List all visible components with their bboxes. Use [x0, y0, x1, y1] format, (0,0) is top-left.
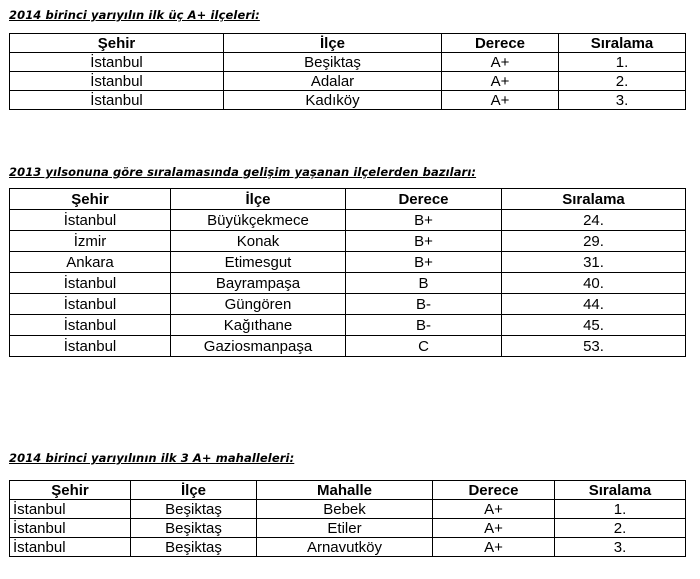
cell-derece: C	[346, 336, 502, 357]
cell-sehir: İstanbul	[10, 273, 171, 294]
section2-header-row	[10, 189, 686, 210]
cell-sehir: İstanbul	[10, 315, 171, 336]
cell-ilce: Beşiktaş	[131, 519, 257, 538]
cell-ilce: Adalar	[224, 72, 442, 91]
section1-heading: 2014 birinci yarıyılın ilk üç A+ ilçeleri:	[9, 8, 260, 22]
table-row	[10, 252, 686, 273]
column-header-derece: Derece	[442, 34, 559, 53]
cell-sehir: İstanbul	[10, 53, 224, 72]
section2-table	[9, 188, 686, 357]
table-row	[10, 91, 686, 110]
column-header-ilce: İlçe	[224, 34, 442, 53]
section3-header-row	[10, 481, 686, 500]
section1-table	[9, 33, 686, 110]
cell-mahalle: Etiler	[257, 519, 433, 538]
cell-sehir: İstanbul	[10, 72, 224, 91]
cell-siralama: 24.	[502, 210, 686, 231]
column-header-siralama: Sıralama	[555, 481, 686, 500]
cell-sehir: İstanbul	[10, 91, 224, 110]
table-row	[10, 315, 686, 336]
cell-derece: A+	[433, 500, 555, 519]
cell-sehir: İstanbul	[10, 519, 131, 538]
table-row	[10, 519, 686, 538]
cell-ilce: Gaziosmanpaşa	[171, 336, 346, 357]
cell-siralama: 3.	[555, 538, 686, 557]
cell-ilce: Güngören	[171, 294, 346, 315]
table-row	[10, 53, 686, 72]
cell-mahalle: Arnavutköy	[257, 538, 433, 557]
cell-derece: B-	[346, 315, 502, 336]
cell-siralama: 31.	[502, 252, 686, 273]
cell-siralama: 2.	[559, 72, 686, 91]
cell-derece: A+	[433, 519, 555, 538]
cell-siralama: 45.	[502, 315, 686, 336]
cell-siralama: 29.	[502, 231, 686, 252]
cell-ilce: Beşiktaş	[131, 500, 257, 519]
cell-siralama: 44.	[502, 294, 686, 315]
cell-siralama: 53.	[502, 336, 686, 357]
column-header-siralama: Sıralama	[502, 189, 686, 210]
column-header-ilce: İlçe	[171, 189, 346, 210]
column-header-ilce: İlçe	[131, 481, 257, 500]
cell-sehir: İstanbul	[10, 500, 131, 519]
cell-sehir: İstanbul	[10, 294, 171, 315]
column-header-derece: Derece	[346, 189, 502, 210]
cell-derece: B+	[346, 210, 502, 231]
cell-ilce: Kağıthane	[171, 315, 346, 336]
table-row	[10, 294, 686, 315]
cell-ilce: Bayrampaşa	[171, 273, 346, 294]
cell-mahalle: Bebek	[257, 500, 433, 519]
cell-ilce: Kadıköy	[224, 91, 442, 110]
cell-siralama: 40.	[502, 273, 686, 294]
cell-sehir: İstanbul	[10, 210, 171, 231]
cell-derece: B+	[346, 231, 502, 252]
cell-derece: A+	[442, 91, 559, 110]
cell-siralama: 1.	[559, 53, 686, 72]
cell-derece: B-	[346, 294, 502, 315]
cell-sehir: İstanbul	[10, 336, 171, 357]
cell-ilce: Beşiktaş	[224, 53, 442, 72]
cell-siralama: 2.	[555, 519, 686, 538]
cell-ilce: Etimesgut	[171, 252, 346, 273]
cell-ilce: Konak	[171, 231, 346, 252]
cell-ilce: Büyükçekmece	[171, 210, 346, 231]
cell-derece: A+	[433, 538, 555, 557]
section2-heading: 2013 yılsonuna göre sıralamasında gelişim yaşanan ilçelerden bazıları:	[9, 165, 477, 179]
column-header-sehir: Şehir	[10, 481, 131, 500]
column-header-derece: Derece	[433, 481, 555, 500]
cell-siralama: 1.	[555, 500, 686, 519]
cell-siralama: 3.	[559, 91, 686, 110]
cell-derece: B+	[346, 252, 502, 273]
column-header-mahalle: Mahalle	[257, 481, 433, 500]
cell-derece: A+	[442, 72, 559, 91]
column-header-siralama: Sıralama	[559, 34, 686, 53]
section1-header-row	[10, 34, 686, 53]
cell-derece: A+	[442, 53, 559, 72]
column-header-sehir: Şehir	[10, 189, 171, 210]
section3-heading: 2014 birinci yarıyılının ilk 3 A+ mahalleleri:	[9, 451, 295, 465]
table-row	[10, 72, 686, 91]
cell-sehir: Ankara	[10, 252, 171, 273]
cell-ilce: Beşiktaş	[131, 538, 257, 557]
table-row	[10, 500, 686, 519]
column-header-sehir: Şehir	[10, 34, 224, 53]
table-row	[10, 273, 686, 294]
cell-sehir: İstanbul	[10, 538, 131, 557]
table-row	[10, 336, 686, 357]
table-row	[10, 538, 686, 557]
cell-derece: B	[346, 273, 502, 294]
table-row	[10, 231, 686, 252]
cell-sehir: İzmir	[10, 231, 171, 252]
section3-table	[9, 480, 686, 557]
table-row	[10, 210, 686, 231]
